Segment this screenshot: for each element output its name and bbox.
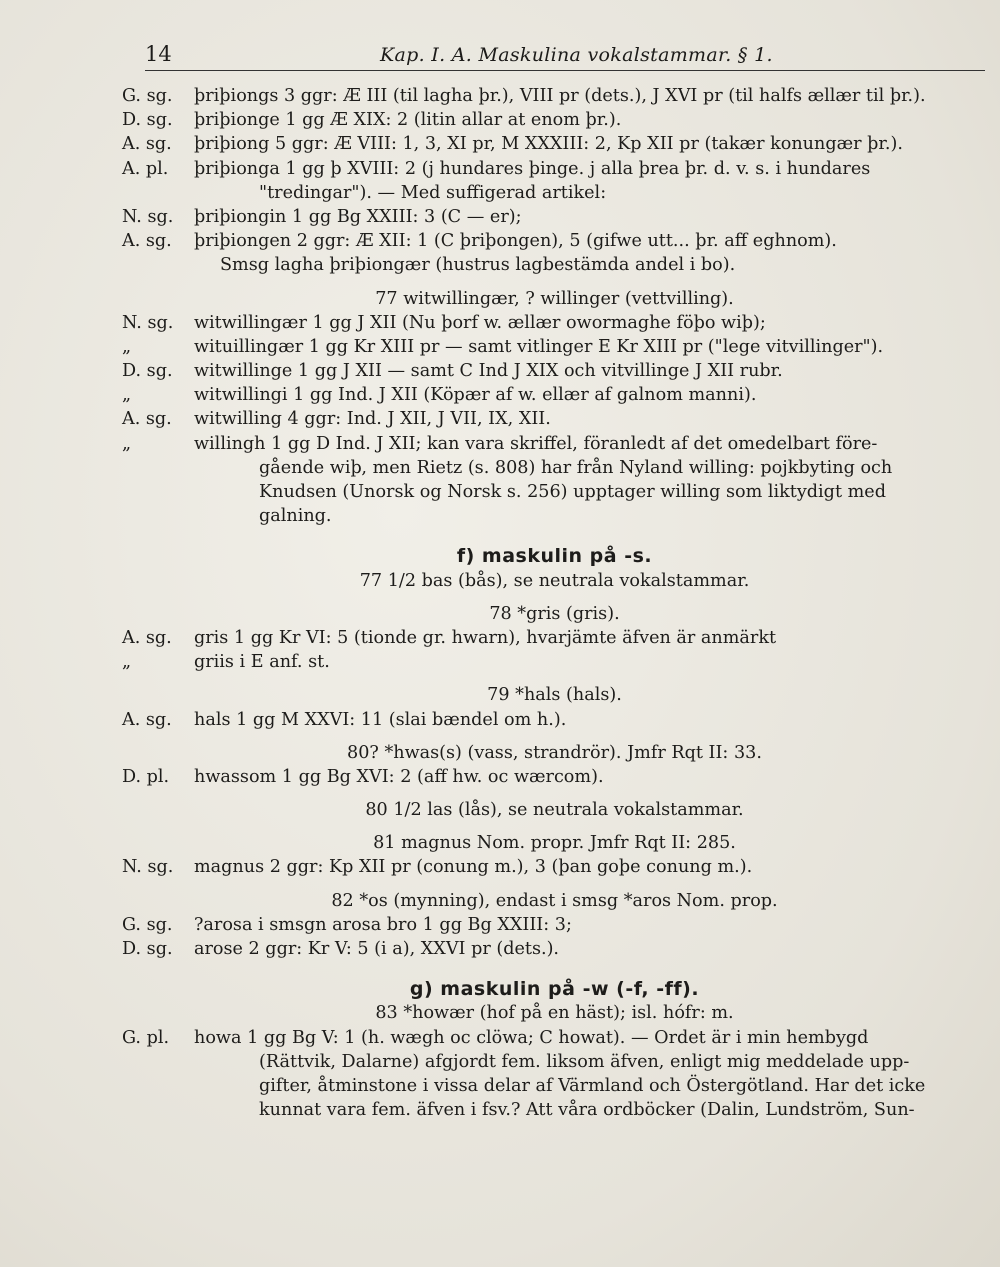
entry-line bbox=[122, 626, 987, 650]
spacer bbox=[122, 822, 987, 831]
continuation-line-text: "tredingar"). — Med suffigerad artikel: bbox=[259, 182, 607, 203]
entry-line bbox=[122, 765, 987, 789]
note-line bbox=[122, 253, 987, 277]
case-label: N. sg. bbox=[122, 312, 174, 333]
case-label: D. pl. bbox=[122, 766, 170, 787]
continuation-line-text: galning. bbox=[259, 506, 332, 527]
entry-text: hals 1 gg M XXVI: 11 (slai bændel om h.). bbox=[194, 709, 567, 730]
continuation-line-text: (Rättvik, Dalarne) afgjordt fem. liksom äfven, enligt mig meddelade upp- bbox=[259, 1051, 910, 1072]
lemma-heading-text: 82 *os (mynning), endast i smsg *aros Nom. prop. bbox=[331, 890, 778, 911]
case-label: D. sg. bbox=[122, 110, 173, 131]
spacer bbox=[122, 732, 987, 741]
lemma-heading bbox=[122, 831, 987, 855]
case-label: „ bbox=[122, 385, 132, 406]
entry-line bbox=[122, 359, 987, 383]
lemma-heading-text: 78 *gris (gris). bbox=[489, 603, 620, 624]
lemma-heading bbox=[122, 287, 987, 311]
section-heading bbox=[122, 977, 987, 1001]
entry-text: willingh 1 gg D Ind. J XII; kan vara skriffel, föranledt af det omedelbart före- bbox=[194, 433, 878, 454]
page-header bbox=[145, 42, 985, 71]
page-body bbox=[122, 84, 987, 1122]
lemma-heading bbox=[122, 798, 987, 822]
section-heading-text: g) maskulin på -w (-f, -ff). bbox=[409, 978, 700, 1001]
lemma-heading-text: 77 1/2 bas (bås), se neutrala vokalstammar. bbox=[359, 570, 750, 591]
lemma-heading bbox=[122, 683, 987, 707]
case-label: „ bbox=[122, 336, 132, 357]
note-line-text: Smsg lagha þriþiongær (hustrus lagbestämda andel i bo). bbox=[220, 255, 736, 276]
entry-text: witwillinge 1 gg J XII — samt C Ind J XIX och vitvillinge J XII rubr. bbox=[194, 361, 783, 382]
entry-text: ?arosa i smsgn arosa bro 1 gg Bg XXIII: 3; bbox=[194, 914, 572, 935]
continuation-line-text: gående wiþ, men Rietz (s. 808) har från Nyland willing: pojkbyting och bbox=[259, 457, 893, 478]
case-label: „ bbox=[122, 652, 132, 673]
entry-text: witwilling 4 ggr: Ind. J XII, J VII, IX, XII. bbox=[194, 409, 551, 430]
entry-line bbox=[122, 335, 987, 359]
entry-line bbox=[122, 205, 987, 229]
entry-line bbox=[122, 855, 987, 879]
entry-line bbox=[122, 84, 987, 108]
lemma-heading-text: 83 *howær (hof på en häst); isl. hófr: m. bbox=[375, 1003, 734, 1024]
entry-line bbox=[122, 708, 987, 732]
entry-line bbox=[122, 132, 987, 156]
continuation-line bbox=[122, 1074, 987, 1098]
section-heading bbox=[122, 544, 987, 568]
case-label: A. sg. bbox=[122, 627, 172, 648]
lemma-heading-text: 79 *hals (hals). bbox=[487, 685, 622, 706]
lemma-heading bbox=[122, 741, 987, 765]
spacer bbox=[122, 593, 987, 602]
running-title: Kap. I. A. Maskulina vokalstammar. § 1. bbox=[380, 44, 773, 66]
lemma-heading bbox=[122, 1001, 987, 1025]
case-label: G. pl. bbox=[122, 1027, 170, 1048]
entry-text: arose 2 ggr: Kr V: 5 (i a), XXVI pr (dets.). bbox=[194, 939, 560, 959]
continuation-line-text: kunnat vara fem. äfven i fsv.? Att våra ordböcker (Dalin, Lundström, Sun- bbox=[259, 1100, 915, 1121]
case-label: D. sg. bbox=[122, 939, 173, 959]
case-label: A. pl. bbox=[122, 158, 169, 179]
entry-line bbox=[122, 937, 987, 961]
case-label: N. sg. bbox=[122, 206, 174, 227]
continuation-line bbox=[122, 504, 987, 528]
case-label: A. sg. bbox=[122, 231, 172, 252]
entry-text: witwillingi 1 gg Ind. J XII (Köpær af w. ellær af galnom manni). bbox=[194, 385, 757, 406]
case-label: A. sg. bbox=[122, 409, 172, 430]
continuation-line-text: Knudsen (Unorsk og Norsk s. 256) upptager willing som liktydigt med bbox=[259, 482, 886, 502]
entry-text: þriþiongs 3 ggr: Æ III (til lagha þr.), VIII pr (dets.), J XVI pr (til halfs ællær til þr.). bbox=[194, 86, 926, 106]
entry-line bbox=[122, 650, 987, 674]
spacer bbox=[122, 880, 987, 889]
spacer bbox=[122, 674, 987, 683]
case-label: D. sg. bbox=[122, 361, 173, 382]
spacer bbox=[122, 528, 987, 544]
entry-text: þriþionge 1 gg Æ XIX: 2 (litin allar at enom þr.). bbox=[194, 110, 622, 131]
case-label: A. sg. bbox=[122, 709, 172, 730]
continuation-line bbox=[122, 1050, 987, 1074]
entry-text: hwassom 1 gg Bg XVI: 2 (aff hw. oc wærcom). bbox=[194, 766, 604, 787]
lemma-heading-text: 80? *hwas(s) (vass, strandrör). Jmfr Rqt II: 33. bbox=[347, 742, 762, 763]
entry-text: witwillingær 1 gg J XII (Nu þorf w. ællær owormaghe föþo wiþ); bbox=[194, 312, 766, 333]
continuation-line bbox=[122, 480, 987, 504]
entry-line bbox=[122, 229, 987, 253]
case-label: A. sg. bbox=[122, 134, 172, 155]
entry-line bbox=[122, 432, 987, 456]
case-label: „ bbox=[122, 433, 132, 454]
entry-line bbox=[122, 311, 987, 335]
entry-text: þriþiongin 1 gg Bg XXIII: 3 (C — er); bbox=[194, 206, 522, 227]
entry-text: howa 1 gg Bg V: 1 (h. wægh oc clöwa; C howat). — Ordet är i min hembygd bbox=[194, 1027, 869, 1048]
entry-line bbox=[122, 913, 987, 937]
entry-text: wituillingær 1 gg Kr XIII pr — samt vitlinger E Kr XIII pr ("lege vitvillinger"). bbox=[194, 336, 884, 357]
entry-text: þriþiongen 2 ggr: Æ XII: 1 (C þriþongen), 5 (gifwe utt... þr. aff eghnom). bbox=[194, 231, 837, 252]
lemma-heading bbox=[122, 569, 987, 593]
entry-text: þriþionga 1 gg þ XVIII: 2 (j hundares þinge. j alla þrea þr. d. v. s. i hundares bbox=[194, 158, 871, 179]
spacer bbox=[122, 961, 987, 977]
continuation-line-text: gifter, åtminstone i vissa delar af Värmland och Östergötland. Har det icke bbox=[259, 1075, 926, 1096]
entry-text: þriþiong 5 ggr: Æ VIII: 1, 3, XI pr, M XXXIII: 2, Kp XII pr (takær konungær þr.). bbox=[194, 134, 903, 155]
entry-text: gris 1 gg Kr VI: 5 (tionde gr. hwarn), hvarjämte äfven är anmärkt bbox=[194, 627, 777, 648]
lemma-heading-text: 80 1/2 las (lås), se neutrala vokalstammar. bbox=[365, 800, 744, 821]
lemma-heading-text: 77 witwillingær, ? willinger (vettvilling). bbox=[375, 288, 734, 309]
lemma-heading bbox=[122, 602, 987, 626]
continuation-line bbox=[122, 456, 987, 480]
case-label: G. sg. bbox=[122, 914, 173, 935]
entry-line bbox=[122, 1026, 987, 1050]
case-label: N. sg. bbox=[122, 857, 174, 878]
entry-line bbox=[122, 383, 987, 407]
entry-line bbox=[122, 157, 987, 181]
continuation-line bbox=[122, 181, 987, 205]
page-number: 14 bbox=[145, 42, 172, 66]
entry-line bbox=[122, 108, 987, 132]
continuation-line bbox=[122, 1098, 987, 1122]
entry-line bbox=[122, 407, 987, 431]
spacer bbox=[122, 278, 987, 287]
case-label: G. sg. bbox=[122, 86, 173, 106]
spacer bbox=[122, 789, 987, 798]
entry-text: griis i E anf. st. bbox=[194, 652, 330, 673]
lemma-heading-text: 81 magnus Nom. propr. Jmfr Rqt II: 285. bbox=[373, 833, 736, 854]
section-heading-text: f) maskulin på -s. bbox=[456, 545, 653, 568]
lemma-heading bbox=[122, 889, 987, 913]
entry-text: magnus 2 ggr: Kp XII pr (conung m.), 3 (þan goþe conung m.). bbox=[194, 857, 753, 878]
